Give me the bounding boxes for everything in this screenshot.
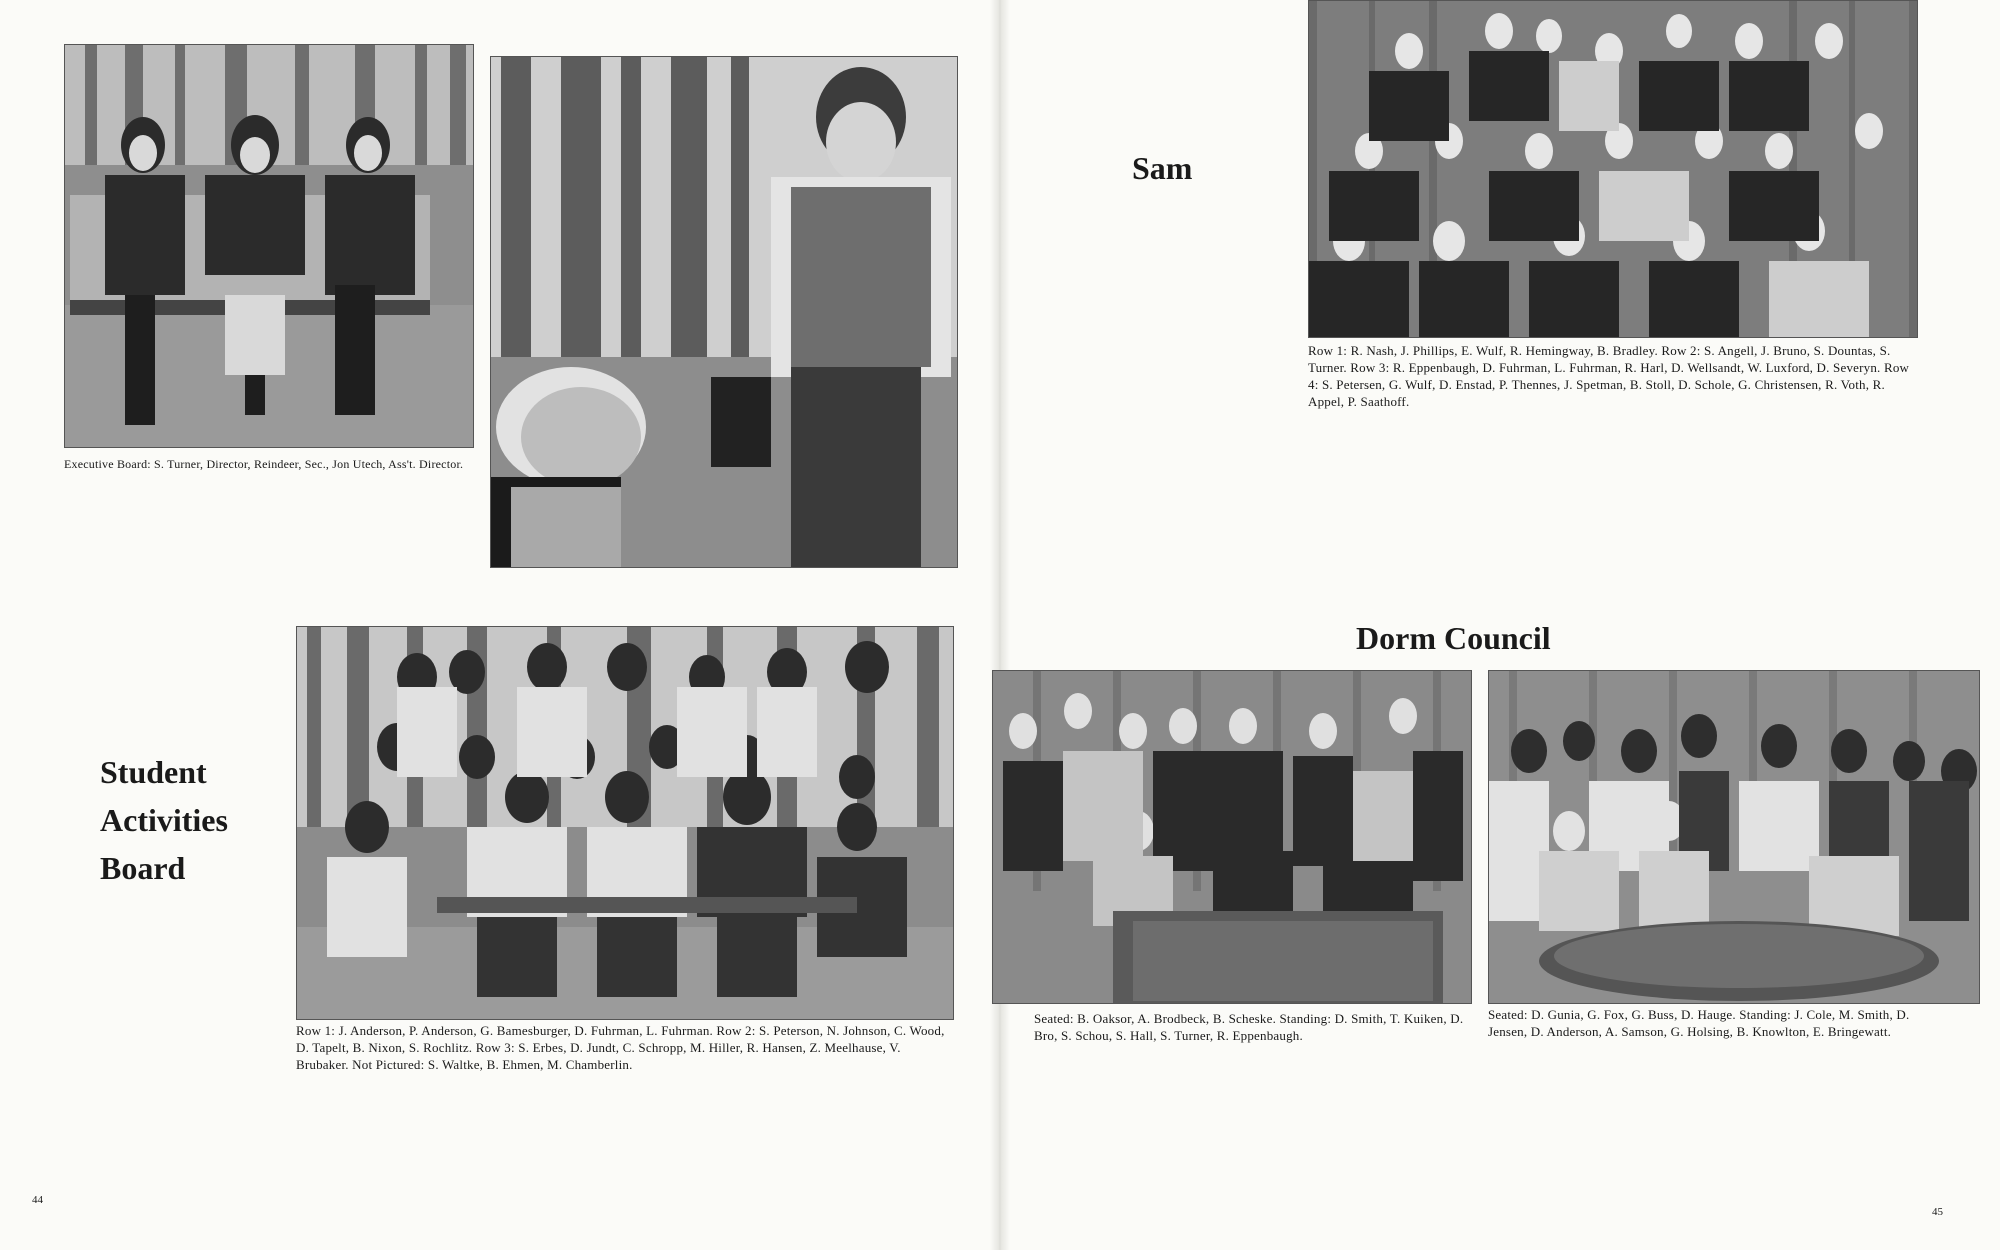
page-number-right: 45 xyxy=(1932,1206,1943,1218)
dorm-council-photo-left xyxy=(992,670,1472,1004)
page-gutter xyxy=(990,0,1010,1250)
student-activities-board-photo xyxy=(296,626,954,1020)
dorm-council-caption-left: Seated: B. Oaksor, A. Brodbeck, B. Scheske. Standing: D. Smith, T. Kuiken, D. Bro, S. Schou, S. Hall, S. Turner, R. Eppenbaugh. xyxy=(1034,1011,1464,1043)
heading-line-1: Student xyxy=(100,754,207,790)
sam-heading: Sam xyxy=(1132,150,1193,186)
candid-photo xyxy=(490,56,958,568)
executive-board-photo xyxy=(64,44,474,448)
page-number-left: 44 xyxy=(32,1194,43,1206)
dorm-council-caption-right: Seated: D. Gunia, G. Fox, G. Buss, D. Hauge. Standing: J. Cole, M. Smith, D. Jensen, D. Anderson, A. Samson, G. Holsing, B. Knowlton, E. Bringewatt. xyxy=(1488,1007,1910,1039)
heading-line-3: Board xyxy=(100,850,186,886)
executive-board-caption: Executive Board: S. Turner, Director, Reindeer, Sec., Jon Utech, Ass't. Director. xyxy=(64,457,464,471)
sam-caption: Row 1: R. Nash, J. Phillips, E. Wulf, R. Hemingway, B. Bradley. Row 2: S. Angell, J. Bruno, S. Dountas, S. Turner. Row 3: R. Eppenbaugh, D. Fuhrman, L. Fuhrman, R. Harl, D. Wellsandt, W. Luxford, D. Severyn. Row 4: S. Petersen, G. Wulf, D. Enstad, P. Thennes, J. Spetman, B. Stoll, D. Schole, G. Christensen, R. Voth, R. Appel, P. Saathoff. xyxy=(1308,343,1910,409)
student-activities-board-heading xyxy=(100,748,290,892)
heading-line-2: Activities xyxy=(100,802,228,838)
sam-photo xyxy=(1308,0,1918,338)
dorm-council-heading: Dorm Council xyxy=(1356,620,1551,656)
student-activities-board-caption: Row 1: J. Anderson, P. Anderson, G. Bamesburger, D. Fuhrman, L. Fuhrman. Row 2: S. Peterson, N. Johnson, C. Wood, D. Tapelt, B. Nixon, S. Rochlitz. Row 3: S. Erbes, D. Jundt, C. Schropp, M. Hiller, R. Hansen, Z. Meelhause, V. Brubaker. Not Pictured: S. Waltke, B. Ehmen, M. Chamberlin. xyxy=(296,1023,945,1072)
dorm-council-photo-right xyxy=(1488,670,1980,1004)
